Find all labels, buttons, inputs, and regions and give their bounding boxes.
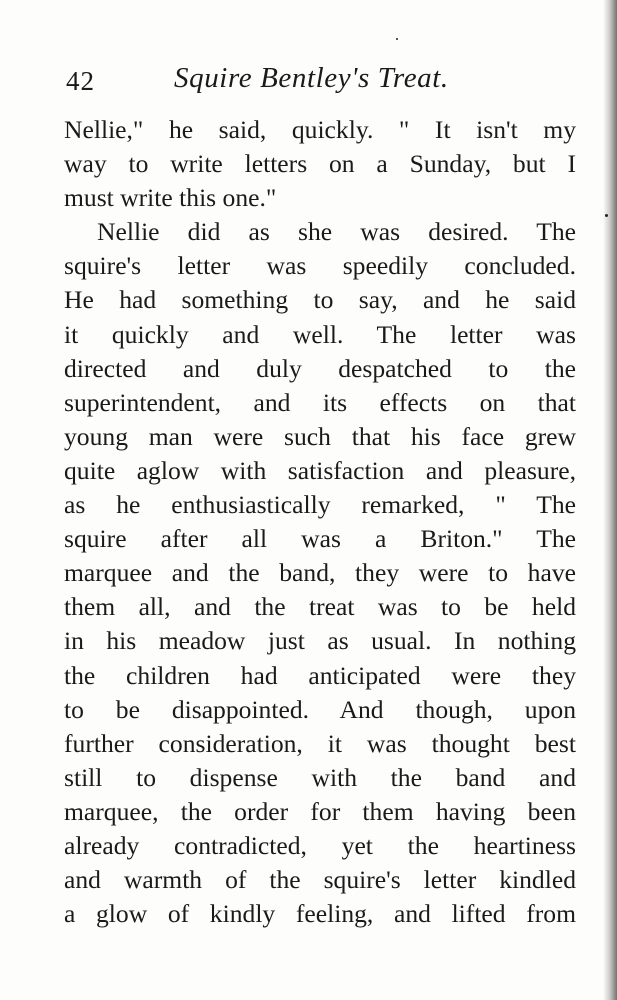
text-line: marquee, the order for them having been xyxy=(64,796,576,826)
text-line: still to dispense with the band and xyxy=(64,762,576,792)
text-line: quite aglow with satisfaction and pleasure, xyxy=(64,455,576,485)
text-line: must write this one." xyxy=(64,183,277,213)
text-line: way to write letters on a Sunday, but I xyxy=(64,149,576,179)
text-line: further consideration, it was thought best xyxy=(64,728,576,758)
page-number: 42 xyxy=(66,66,95,96)
text-line: a glow of kindly feeling, and lifted from xyxy=(64,899,576,929)
text-line: Nellie did as she was desired. The xyxy=(97,217,576,247)
text-line: already contradicted, yet the heartiness xyxy=(64,830,576,860)
text-line: to be disappointed. And though, upon xyxy=(64,694,576,724)
running-title: Squire Bentley's Treat. xyxy=(174,62,449,94)
page-edge-shadow xyxy=(603,0,617,1000)
text-line: Nellie," he said, quickly. " It isn't my xyxy=(64,115,576,144)
text-line: squire's letter was speedily concluded. xyxy=(64,251,576,281)
text-line: superintendent, and its effects on that xyxy=(64,387,576,417)
page-header xyxy=(66,62,576,102)
text-line: and warmth of the squire's letter kindled xyxy=(64,865,576,895)
text-line: them all, and the treat was to be held xyxy=(64,592,576,622)
text-line: marquee and the band, they were to have xyxy=(64,558,576,588)
text-line: young man were such that his face grew xyxy=(64,421,576,451)
print-speck xyxy=(396,38,398,40)
text-line: it quickly and well. The letter was xyxy=(64,319,576,349)
body-text xyxy=(64,113,576,931)
text-line: He had something to say, and he said xyxy=(64,285,576,315)
text-line: squire after all was a Briton." The xyxy=(64,524,576,554)
text-line: directed and duly despatched to the xyxy=(64,353,576,383)
text-line: the children had anticipated were they xyxy=(64,660,576,690)
text-line: in his meadow just as usual. In nothing xyxy=(64,626,576,656)
print-speck xyxy=(605,214,608,217)
text-line: as he enthusiastically remarked, " The xyxy=(64,490,576,520)
